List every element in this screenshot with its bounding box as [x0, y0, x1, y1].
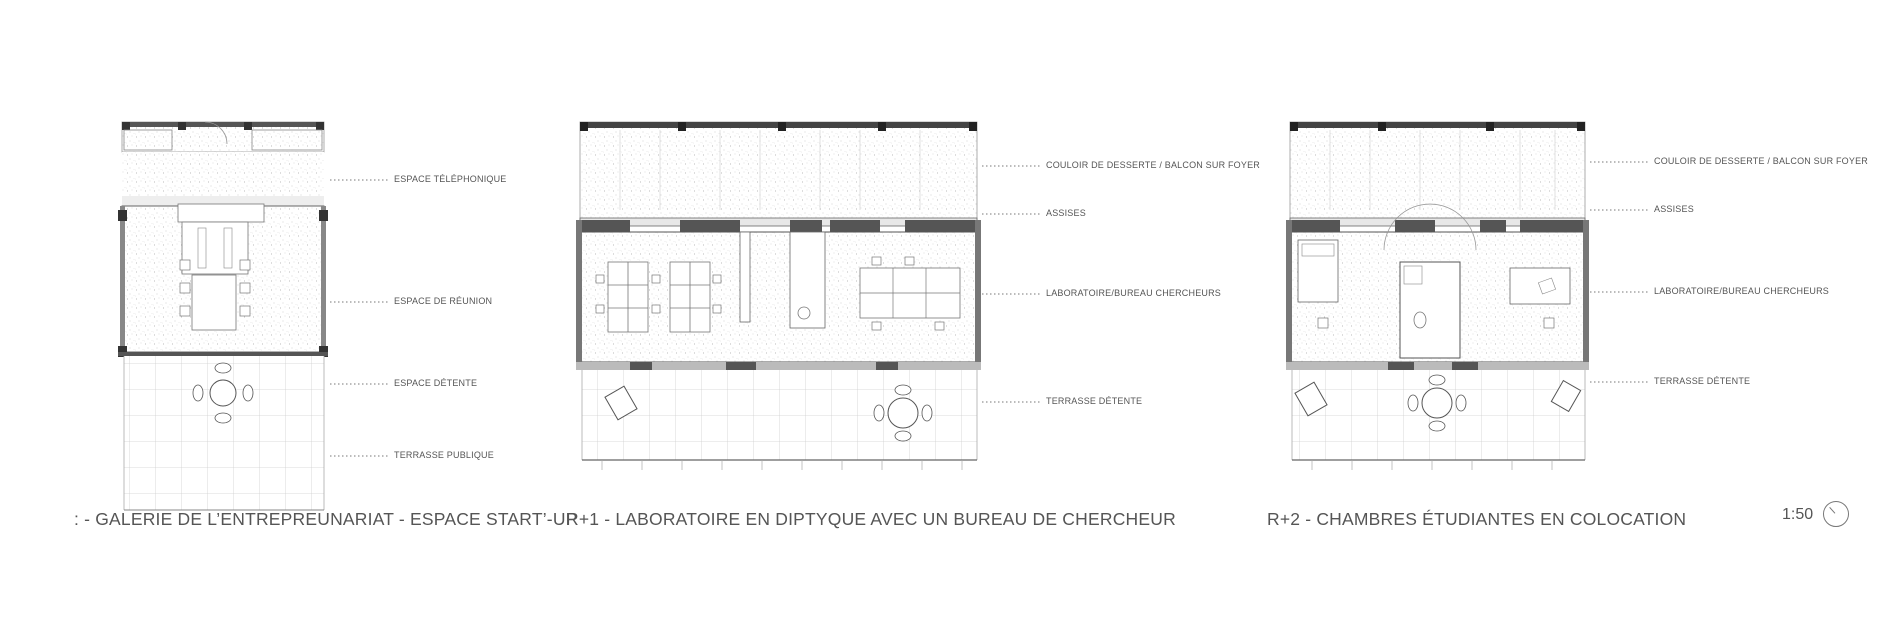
- plan-second-floor: [1286, 122, 1648, 470]
- label-laboratoire-r2: LABORATOIRE/BUREAU CHERCHEURS: [1654, 286, 1829, 296]
- scale-label: 1:50: [1782, 506, 1814, 523]
- label-espace-detente: ESPACE DÉTENTE: [394, 378, 478, 388]
- label-laboratoire-r1: LABORATOIRE/BUREAU CHERCHEURS: [1046, 288, 1221, 298]
- plan-title-r2: R+2 - CHAMBRES ÉTUDIANTES EN COLOCATION: [1267, 509, 1687, 529]
- label-assises-r1: ASSISES: [1046, 208, 1086, 218]
- plan-title-ground: : - GALERIE DE L’ENTREPREUNARIAT - ESPACE START’-UP: [74, 509, 578, 529]
- plan-title-r1: R+1 - LABORATOIRE EN DIPTYQUE AVEC UN BUREAU DE CHERCHEUR: [566, 509, 1176, 529]
- plan-first-floor: [576, 122, 1040, 470]
- label-terrasse-detente-r1: TERRASSE DÉTENTE: [1046, 396, 1143, 406]
- label-terrasse-publique: TERRASSE PUBLIQUE: [394, 450, 494, 460]
- label-espace-reunion: ESPACE DE RÉUNION: [394, 296, 493, 306]
- label-couloir-desserte-r2: COULOIR DE DESSERTE / BALCON SUR FOYER: [1654, 156, 1868, 166]
- label-espace-telephonique: ESPACE TÉLÉPHONIQUE: [394, 174, 507, 184]
- north-arrow-icon: [1823, 501, 1849, 527]
- label-assises-r2: ASSISES: [1654, 204, 1694, 214]
- plan-ground-floor: [118, 122, 388, 510]
- label-couloir-desserte-r1: COULOIR DE DESSERTE / BALCON SUR FOYER: [1046, 160, 1260, 170]
- label-terrasse-detente-r2: TERRASSE DÉTENTE: [1654, 376, 1751, 386]
